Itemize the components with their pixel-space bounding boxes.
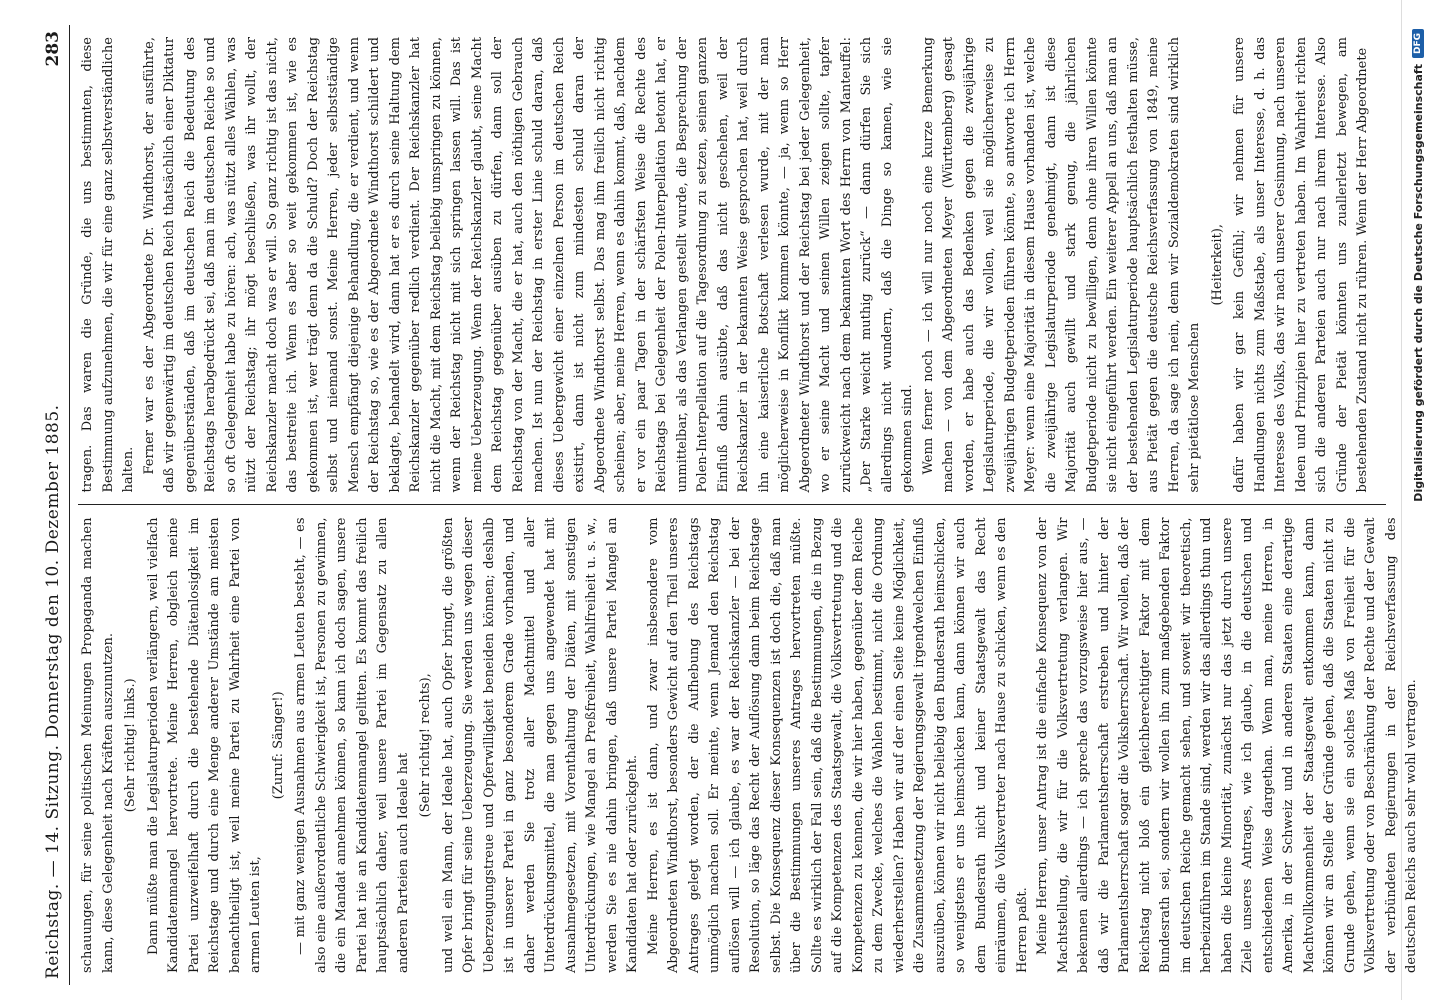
attribution-strip bbox=[1402, 0, 1430, 1000]
paragraph: Dann müßte man die Legislaturperioden verlängern, weil vielfach Kandidatenmangel hervortrete. Meine Herren, obgleich meine Partei unzweifelhaft durch die bestehende Diätenlosigkeit im Reichstage und durch eine Menge anderer Umstände am meisten benachtheiligt ist, weil meine Partei zu Wahrheit eine Partei von armen Leuten ist, bbox=[145, 517, 263, 973]
paragraph: Meine Herren, unser Antrag ist die einfache Konsequenz von der Machtstellung, die wir für die Volksvertretung verlangen. Wir bekennen allerdings — ich spreche das vorzugsweise hier aus, — daß wir die Parlamentsherrschaft erstreben und hinter der Parlamentsherrschaft sogar die Volksherrschaft. Wir wollen, daß der Reichstag nicht bloß ein gleichberechtigter Faktor mit dem Bundesrath sei, sondern wir wollen ihn zum maßgebenden Faktor im deutschen Reiche gemacht sehen, und soweit wir theoretisch, herbeizuführen im Stande sind, werden wir das allerdings thun und haben die kleine Minorität, zunächst nur das jetzt durch unsere Ziele unseres Antrages, wie ich glaube, in die deutschen und entschiedenen Weise dargethan. Wenn man, meine Herren, in Amerika, in der Schweiz und in anderen Staaten eine derartige Machtvollkommenheit der Staatsgewalt entkommen kann, dann können wir an Stelle der Gründe gehen, daß die Staaten nicht zu Grunde gehen, wenn sie ein solches Maß von Freiheit für die Volksvertretung oder von Beschränkung der Rechte und der Gewalt der verbündeten Regierungen in der Reichsverfassung des deutschen Reichs auch sehr wohl vertragen. bbox=[1035, 517, 1419, 973]
paragraph: — mit ganz wenigen Ausnahmen aus armen Leuten besteht, — es also eine außerordentliche Schwierigkeit ist, Personen zu gewinnen, die ein Mandat annehmen können, so kann ich doch sagen, unsere Partei hat nie an Kandidatenmangel gelitten. Es kommt das freilich hauptsächlich daher, weil unsere Partei im Gegensatz zu allen anderen Parteien auch Ideale hat bbox=[293, 517, 411, 973]
interjection: (Zuruf: Sänger!) bbox=[270, 691, 286, 800]
page-number: 283 bbox=[43, 31, 63, 67]
paragraph: Ferner war es der Abgeordnete Dr. Windthorst, der ausführte, daß wir gegenwärtig im deutschen Reich thatsächlich einer Diktatur gegenüberständen, daß im deutschen Reich die Bedeutung des Reichstags herabgedrückt sei, daß man im deutschen Reiche so und so oft Gelegenheit habe zu hören: ach, was nützt alles Wählen, was nützt der Reichstag; ihr mögt beschließen, was ihr wollt, der Reichskanzler macht doch was er will. So ganz richtig ist das nicht, das bestreite ich. Wenn es aber so weit gekommen ist, wie es gekommen ist, wer trägt denn da die Schuld? Doch der Reichstag selbst und niemand sonst. Meine Herren, jeder selbstständige Mensch empfängt diejenige Behandlung, die er verdient, und wenn der Reichstag so, wie es der Abgeordnete Windthorst schildert und beklagte, behandelt wird, dann hat er es durch seine Haltung dem Reichskanzler gegenüber redlich verdient. Der Reichskanzler hat nicht die Macht, mit dem Reichstag beliebig umspringen zu können, wenn der Reichstag nicht mit sich springen lassen will. Das ist meine Ueberzeugung. Wenn der Reichskanzler glaubt, seine Macht dem Reichstag gegenüber ausüben zu dürfen, dann soll der Reichstag von der Macht, die er hat, auch den nöthigen Gebrauch machen. Ist nun der Reichstag in erster Linie schuld daran, daß dieses Uebergewicht einer einzelnen Person im deutschen Reich existirt, dann ist nicht zum mindesten schuld daran der Abgeordnete Windthorst selbst. Das mag ihm freilich nicht richtig scheinen; aber, meine Herren, wenn es dahin kommt, daß, nachdem er vor ein paar Tagen in der schärfsten Weise die Rechte des Reichstags bei Gelegenheit der Polen-Interpellation betont hat, er unmittelbar, als das Verlangen gestellt wurde, die Besprechung der Polen-Interpellation auf die Tagesordnung zu setzen, seinen ganzen Einfluß dahin ausübte, daß das nicht geschehen, weil der Reichskanzler in der bekannten Weise gesprochen hat, weil durch ihn eine kaiserliche Botschaft verlesen wurde, mit der man möglicherweise in Konflikt kommen könnte, — ja, wenn so Herr Abgeordneter Windthorst und der Reichstag bei jeder Gelegenheit, wo er seine Macht und seinen Willen zeigen sollte, tapfer zurückweicht nach dem bekannten Wort des Herrn von Manteuffel: „Der Starke weicht muthig zurück“ — dann dürfen Sie sich allerdings nicht wundern, daß die Dinge so kamen, wie sie gekommen sind. bbox=[141, 37, 915, 493]
text-column-right bbox=[78, 25, 1386, 506]
text-column-left bbox=[78, 506, 1419, 986]
interjection: (Heiterkeit), bbox=[1209, 223, 1225, 306]
running-header: Reichstag. — 14. Sitzung. Donnerstag den 10. Dezember 1885. bbox=[43, 404, 63, 979]
attribution-text-wrapper bbox=[1406, 15, 1430, 995]
paragraph: tragen. Das waren die Gründe, die uns bestimmten, diese Bestimmung aufzunehmen, die wir für eine ganz selbstverständliche halten. bbox=[80, 37, 136, 493]
interjection: (Sehr richtig! links.) bbox=[123, 678, 138, 813]
paragraph: Wenn ferner noch — ich will nur noch eine kurze Bemerkung machen — von dem Abgeordneten Meyer (Württemberg) gesagt worden, er habe auch das Bedenken gegen die zweijährige Legislaturperiode, die wir wollen, weil sie möglicherweise zu zweijährigen Budgetperioden führen könnte, so antworte ich Herrn Meyer: wenn eine Majorität in diesem Hause vorhanden ist, welche die zweijährige Legislaturperiode genehmigt, dann ist diese Majorität auch gewillt und stark genug, die jährlichen Budgetperiode nicht zu bewilligen, denn ohne ihren Willen könnte sie nicht eingeführt werden. Ein weiterer Appell an uns, daß man an der bestehenden Legislaturperiode hauptsächlich festhalten müsse, aus Pietät gegen die deutsche Reichsverfassung von 1849, meine Herren, da sage ich nein, denn wir Sozialdemokraten sind wirklich sehr pietätlose Menschen bbox=[920, 37, 1202, 493]
attribution-text: Digitalisierung gefördert durch die Deutsche Forschungsgemeinschaft bbox=[1411, 64, 1425, 502]
page-header bbox=[30, 25, 70, 985]
dfg-logo: DFG bbox=[1412, 29, 1424, 58]
paragraph: dafür haben wir gar kein Gefühl; wir nehmen für unsere Handlungen nichts zum Maßstabe, als unser Interesse, d. h. das Interesse des Volks, das wir nach unserer Gesinnung, nach unseren Ideen und Prinzipien hier zu vertreten haben. Im Wahrheit richten sich die anderen Parteien auch nur nach ihrem Interesse. Also Gründe der Pietät könnten uns zuallerletzt bewegen, am bestehenden Zustand nicht zu rühren. Wenn der Herr Abgeordnete bbox=[1232, 37, 1370, 493]
paragraph: schauungen, für seine politischen Meinungen Propaganda machen kann, diese Gelegenheit nach Kräften auszunutzen. bbox=[80, 517, 116, 973]
paragraph: und weil ein Mann, der Ideale hat, auch Opfer bringt, die größten Opfer bringt für seine Ueberzeugung. Sie werden uns wegen dieser Ueberzeugungstreue und Opferwilligkeit beneiden können; deshalb ist in unserer Partei in ganz besonderem Grade vorhanden, und daher werden Sie trotz aller Machtmittel und aller Unterdrückungsmittel, die man gegen uns angewendet hat mit Ausnahmegesetzen, mit Vorenthaltung der Diäten, mit sonstigen Unterdrückungen, wie Mangel an Preßfreiheit, Wahlfreiheit u. s. w., werden Sie es nie dahin bringen, daß unsere Partei Mangel an Kandidaten hat oder zurückgeht. bbox=[440, 517, 640, 973]
paragraph: Meine Herren, es ist dann, und zwar insbesondere vom Abgeordneten Windthorst, besonders Gewicht auf den Theil unseres Antrages gelegt worden, der die Aufhebung des Reichstags unmöglich machen soll. Er meinte, wenn Jemand den Reichstag auflösen will — ich glaube, es war der Reichskanzler — bei der Resolution, so läge das Recht der Auflösung dann beim Reichstage selbst. Die Konsequenz dieser Konsequenzen ist doch die, daß man über die Bestimmungen unseres Antrages hervortreten müßte. Sollte es wirklich der Fall sein, daß die Bestimmungen, die in Bezug auf die Kompetenzen des Staatsgewalt, die Volksvertretung und die Kompetenzen zu kennen, die wir hier haben, gegenüber dem Reiche zu dem Zwecke, welches die Wahlen bestimmt, nicht die Ordnung wiederherstellen? Haben wir auf der einen Seite keine Möglichkeit, die Zusammensetzung der Regierungsgewalt irgendwelchen Einfluß auszuüben, können wir nicht beliebig den Bundesrath heimschicken, so wenigstens er uns heimschicken kann, dann können wir auch dem Bundesrath nicht und keiner Staatsgewalt das Recht einräumen, die Volksvertreter nach Hause zu schicken, wenn es den Herren paßt. bbox=[645, 517, 1030, 973]
interjection: (Sehr richtig! rechts), bbox=[418, 673, 433, 818]
